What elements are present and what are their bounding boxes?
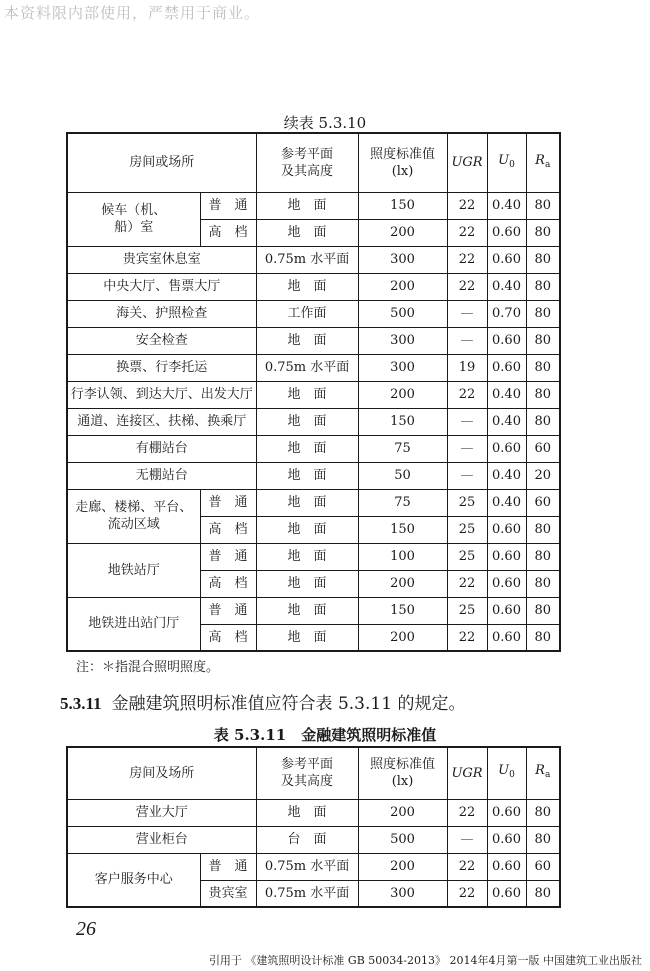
room-cell: 安全检查 — [67, 327, 256, 354]
ugr-cell: — — [447, 408, 487, 435]
plane-cell: 地 面 — [256, 462, 358, 489]
room-cell: 有棚站台 — [67, 435, 256, 462]
u0-cell: 0.60 — [487, 435, 526, 462]
ugr-cell: 19 — [447, 354, 487, 381]
room-cell: 地铁进出站门厅 — [67, 597, 200, 651]
ra-cell: 60 — [526, 435, 560, 462]
header-plane: 参考平面 及其高度 — [256, 133, 358, 192]
ra-cell: 80 — [526, 826, 560, 853]
ugr-cell: 25 — [447, 516, 487, 543]
ugr-cell: — — [447, 826, 487, 853]
ra-cell: 80 — [526, 381, 560, 408]
ra-cell: 60 — [526, 489, 560, 516]
u0-cell: 0.40 — [487, 273, 526, 300]
room-cell: 无棚站台 — [67, 462, 256, 489]
plane-cell: 地 面 — [256, 381, 358, 408]
grade-cell: 高 档 — [200, 624, 256, 651]
header-lux: 照度标准值 (lx) — [358, 747, 447, 799]
room-cell: 地铁站厅 — [67, 543, 200, 597]
table1-caption: 续表 5.3.10 — [283, 114, 367, 132]
plane-cell: 工作面 — [256, 300, 358, 327]
lux-cell: 500 — [358, 826, 447, 853]
table-row — [67, 543, 560, 570]
u0-cell: 0.40 — [487, 489, 526, 516]
ra-cell: 80 — [526, 273, 560, 300]
section-number: 5.3.11 — [60, 694, 102, 713]
ugr-cell: 22 — [447, 219, 487, 246]
u0-cell: 0.60 — [487, 327, 526, 354]
watermark: 本资料限内部使用，严禁用于商业。 — [4, 4, 261, 22]
table1-header-row — [67, 133, 560, 192]
ra-cell: 80 — [526, 408, 560, 435]
lux-cell: 200 — [358, 624, 447, 651]
table-row — [67, 799, 560, 826]
header-lux: 照度标准值 (lx) — [358, 133, 447, 192]
ra-cell: 60 — [526, 853, 560, 880]
lux-cell: 200 — [358, 219, 447, 246]
ra-cell: 80 — [526, 570, 560, 597]
source-footer: 引用于 《建筑照明设计标准 GB 50034-2013》 2014年4月第一版 中国建筑工业出版社 — [208, 954, 642, 967]
lux-cell: 150 — [358, 192, 447, 219]
header-ugr: UGR — [447, 133, 487, 192]
table2-header-row — [67, 747, 560, 799]
plane-cell: 地 面 — [256, 570, 358, 597]
table-row — [67, 381, 560, 408]
ugr-cell: 22 — [447, 381, 487, 408]
ra-cell: 80 — [526, 543, 560, 570]
grade-cell: 普 通 — [200, 853, 256, 880]
ugr-cell: 22 — [447, 853, 487, 880]
header-ugr: UGR — [447, 747, 487, 799]
grade-cell: 普 通 — [200, 543, 256, 570]
plane-cell: 地 面 — [256, 192, 358, 219]
u0-cell: 0.70 — [487, 300, 526, 327]
plane-cell: 地 面 — [256, 435, 358, 462]
room-cell: 候车（机、 船）室 — [67, 192, 200, 246]
room-cell: 客户服务中心 — [67, 853, 200, 907]
lux-cell: 200 — [358, 570, 447, 597]
plane-cell: 地 面 — [256, 489, 358, 516]
header-u0: $U_0$ — [487, 133, 526, 192]
table-row — [67, 354, 560, 381]
ugr-cell: — — [447, 300, 487, 327]
table1 — [66, 132, 561, 652]
u0-cell: 0.60 — [487, 354, 526, 381]
ra-cell: 80 — [526, 192, 560, 219]
plane-cell: 地 面 — [256, 219, 358, 246]
ugr-cell: — — [447, 462, 487, 489]
table-row — [67, 826, 560, 853]
ra-cell: 80 — [526, 597, 560, 624]
plane-cell: 地 面 — [256, 799, 358, 826]
grade-cell: 高 档 — [200, 516, 256, 543]
lux-cell: 150 — [358, 597, 447, 624]
table-row — [67, 462, 560, 489]
table2 — [66, 746, 561, 908]
room-cell: 行李认领、到达大厅、出发大厅 — [67, 381, 256, 408]
u0-cell: 0.60 — [487, 624, 526, 651]
lux-cell: 200 — [358, 799, 447, 826]
lux-cell: 500 — [358, 300, 447, 327]
plane-cell: 地 面 — [256, 516, 358, 543]
grade-cell: 高 档 — [200, 570, 256, 597]
section-text: 金融建筑照明标准值应符合表 5.3.11 的规定。 — [111, 694, 466, 714]
plane-cell: 地 面 — [256, 273, 358, 300]
lux-cell: 100 — [358, 543, 447, 570]
table-row — [67, 597, 560, 624]
page-number: 26 — [76, 918, 96, 940]
lux-cell: 75 — [358, 489, 447, 516]
lux-cell: 150 — [358, 516, 447, 543]
header-room: 房间或场所 — [67, 133, 256, 192]
lux-cell: 200 — [358, 853, 447, 880]
u0-cell: 0.60 — [487, 543, 526, 570]
header-ra: $R_a$ — [526, 747, 560, 799]
u0-cell: 0.60 — [487, 219, 526, 246]
u0-cell: 0.60 — [487, 799, 526, 826]
lux-cell: 200 — [358, 273, 447, 300]
room-cell: 营业大厅 — [67, 799, 256, 826]
u0-cell: 0.40 — [487, 408, 526, 435]
ugr-cell: 22 — [447, 570, 487, 597]
ugr-cell: 22 — [447, 246, 487, 273]
lux-cell: 75 — [358, 435, 447, 462]
table2-caption: 表 5.3.11 金融建筑照明标准值 — [213, 726, 437, 744]
plane-cell: 0.75m 水平面 — [256, 853, 358, 880]
table-row — [67, 408, 560, 435]
grade-cell: 贵宾室 — [200, 880, 256, 907]
plane-cell: 地 面 — [256, 597, 358, 624]
room-cell: 换票、行李托运 — [67, 354, 256, 381]
table-row — [67, 192, 560, 219]
table-row — [67, 853, 560, 880]
ra-cell: 80 — [526, 516, 560, 543]
plane-cell: 0.75m 水平面 — [256, 246, 358, 273]
plane-cell: 地 面 — [256, 624, 358, 651]
room-cell: 通道、连接区、扶梯、换乘厅 — [67, 408, 256, 435]
grade-cell: 普 通 — [200, 597, 256, 624]
ra-cell: 80 — [526, 799, 560, 826]
room-cell: 营业柜台 — [67, 826, 256, 853]
ra-cell: 80 — [526, 880, 560, 907]
plane-cell: 台 面 — [256, 826, 358, 853]
u0-cell: 0.60 — [487, 853, 526, 880]
grade-cell: 普 通 — [200, 489, 256, 516]
header-plane: 参考平面 及其高度 — [256, 747, 358, 799]
ugr-cell: 22 — [447, 624, 487, 651]
ra-cell: 80 — [526, 246, 560, 273]
ra-cell: 80 — [526, 300, 560, 327]
ra-cell: 80 — [526, 624, 560, 651]
room-cell: 贵宾室休息室 — [67, 246, 256, 273]
table-row — [67, 273, 560, 300]
ra-cell: 80 — [526, 219, 560, 246]
table-row — [67, 489, 560, 516]
u0-cell: 0.60 — [487, 570, 526, 597]
table-row — [67, 300, 560, 327]
ugr-cell: 22 — [447, 880, 487, 907]
section-heading — [60, 689, 465, 714]
u0-cell: 0.60 — [487, 826, 526, 853]
ra-cell: 20 — [526, 462, 560, 489]
lux-cell: 300 — [358, 246, 447, 273]
ugr-cell: 25 — [447, 489, 487, 516]
room-cell: 走廊、楼梯、平台、 流动区域 — [67, 489, 200, 543]
plane-cell: 地 面 — [256, 327, 358, 354]
header-u0: $U_0$ — [487, 747, 526, 799]
grade-cell: 普 通 — [200, 192, 256, 219]
table-row — [67, 246, 560, 273]
ugr-cell: — — [447, 327, 487, 354]
ugr-cell: 22 — [447, 192, 487, 219]
header-ra: $R_a$ — [526, 133, 560, 192]
room-cell: 中央大厅、售票大厅 — [67, 273, 256, 300]
plane-cell: 地 面 — [256, 408, 358, 435]
ugr-cell: 25 — [447, 597, 487, 624]
plane-cell: 0.75m 水平面 — [256, 354, 358, 381]
room-cell: 海关、护照检查 — [67, 300, 256, 327]
table-row — [67, 327, 560, 354]
u0-cell: 0.40 — [487, 381, 526, 408]
u0-cell: 0.60 — [487, 246, 526, 273]
u0-cell: 0.40 — [487, 192, 526, 219]
ra-cell: 80 — [526, 327, 560, 354]
header-room: 房间及场所 — [67, 747, 256, 799]
grade-cell: 高 档 — [200, 219, 256, 246]
lux-cell: 300 — [358, 354, 447, 381]
table-row — [67, 435, 560, 462]
ugr-cell: 22 — [447, 273, 487, 300]
u0-cell: 0.60 — [487, 516, 526, 543]
lux-cell: 50 — [358, 462, 447, 489]
plane-cell: 0.75m 水平面 — [256, 880, 358, 907]
ugr-cell: 25 — [447, 543, 487, 570]
ugr-cell: 22 — [447, 799, 487, 826]
table-note: 注：＊指混合照明照度。 — [76, 660, 220, 675]
ugr-cell: — — [447, 435, 487, 462]
lux-cell: 300 — [358, 880, 447, 907]
plane-cell: 地 面 — [256, 543, 358, 570]
ra-cell: 80 — [526, 354, 560, 381]
lux-cell: 200 — [358, 381, 447, 408]
lux-cell: 300 — [358, 327, 447, 354]
u0-cell: 0.60 — [487, 597, 526, 624]
u0-cell: 0.40 — [487, 462, 526, 489]
lux-cell: 150 — [358, 408, 447, 435]
u0-cell: 0.60 — [487, 880, 526, 907]
